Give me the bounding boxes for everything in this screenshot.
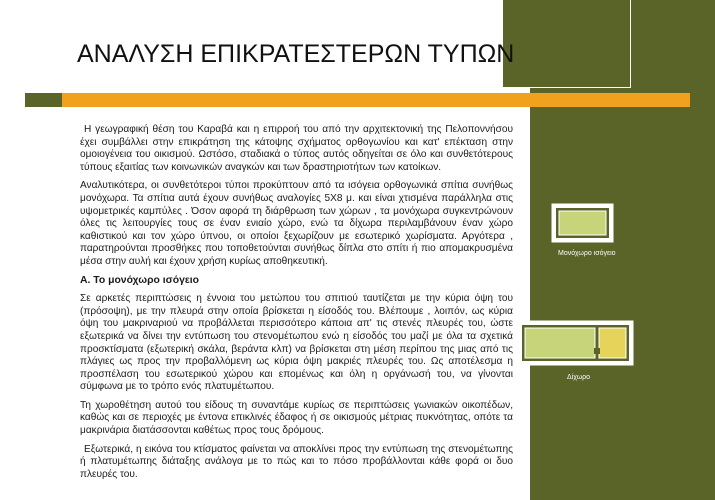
paragraph-placement: Τη χωροθέτηση αυτού του είδους τη συναντάμε κυρίως σε περιπτώσεις γωνιακών οικοπέδων, καθώς και σε περιοχές με έντονα επικλινές έδαφος ή σε οικισμούς μέτριας πυκνότητας, οπότε τα μακρινάρια διατάσσονται καθέτως προς τους δρόμους. [80,399,513,437]
two-room-caption: Δίχωρο [567,374,591,381]
two-room-door-gap [594,348,600,354]
paragraph-intro: Η γεωγραφική θέση του Καραβά και η επιρροή του από την αρχιτεκτονική της Πελοποννήσου έχει συμβάλλει στην επικράτηση της κάτοψης σχήματος ορθογωνίου και κατ' επέκταση στην ομοιογένεια του οικισμού. Ωστόσο, σταδιακά ο τύπος αυτός οδηγείται σε όλο και συνθετότερους τύπους εξαιτίας των κοινωνικών αναγκών και των δραστηριοτήτων των κατοίκων. [80,124,513,173]
section-heading: Α. Το μονόχωρο ισόγειο [80,274,200,286]
paragraph-types: Αναλυτικότερα, οι συνθετότεροι τύποι προκύπτουν από τα ισόγεια ορθογωνικά σπίτια συνήθως μονόχωρα. Τα σπίτια αυτά έχουν συνήθως αναλογίες 5Χ8 μ. και είναι χτισμένα παράλληλα στις υψομετρικές καμπύλες . Όσον αφορά τη διάρθρωση των χώρων , τα μονόχωρα συγκεντρώνουν όλες τις λειτουργίες τους σε έναν ενιαίο χώρο, ενώ τα δίχωρα περιλαμβάνουν έναν χώρο καθιστικού και τον χώρο ύπνου, οι οποίοι ξεχωρίζουν με εσωτερικό χωρίσματα. Αργότερα , παρατηρούνται προσθήκες που τοποθετούνται συνήθως δίπλα στο σπίτι ή πιο απομακρυσμένα μέσα στην αυλή και έχουν χρήση κυρίως αποθηκευτική. [80,180,513,267]
page-title: ΑΝΑΛΥΣΗ ΕΠΙΚΡΑΤΕΣΤΕΡΩΝ ΤΥΠΩΝ [77,40,515,68]
paragraph-exterior: Εξωτερικά, η εικόνα του κτίσματος φαίνεται να αποκλίνει προς την εντύπωση της στενομέτωπης ή πλατυμέτωπης διάταξης ανάλογα με το πώς και το πόσο προβάλλονται κάθε φορά οι δυο πλευρές του. [80,443,513,480]
two-room-plan-figure [517,320,634,366]
single-room-caption: Μονόχωρο ισόγειο [558,250,616,257]
title-accent-box [502,0,631,88]
header-band-orange [62,93,690,107]
single-room-plan-figure [551,203,614,243]
main-text [80,124,513,487]
paragraph-facade: Σε αρκετές περιπτώσεις η έννοια του μετώπου του σπιτιού ταυτίζεται με την κύρια όψη του (πρόσοψη), με την πλευρά στην οποία βρίσκεται η είσοδός του. Βλέπουμε , λοιπόν, ως κύρια όψη του μακριναριού να προβάλλεται περισσότερο κάποια απ' τις στενές πλευρές του, ώστε εξωτερικά να δίνει την εντύπωση του στενομέτωπου ενώ η είσοδός του μαζί με όλα τα σχετικά προσκτίσματα (εξωτερική σκάλα, βεράντα κλπ) να βρίσκεται στη μέση περίπου της μιας από τις πλάγιες ως προς την προβαλλόμενη ως κύρια όψη μακριές πλευρές του. Ως αποτέλεσμα η προσπέλαση του εσωτερικού χώρου και επομένως και όλη η οργάνωσή του, να γίνονται σύμφωνα με το τρόπο ενός πλατυμέτωπου. [80,293,513,393]
single-room-space [559,211,606,235]
two-room-small-space [599,328,626,358]
two-room-large-space [525,328,595,358]
header-band-olive [25,93,62,107]
